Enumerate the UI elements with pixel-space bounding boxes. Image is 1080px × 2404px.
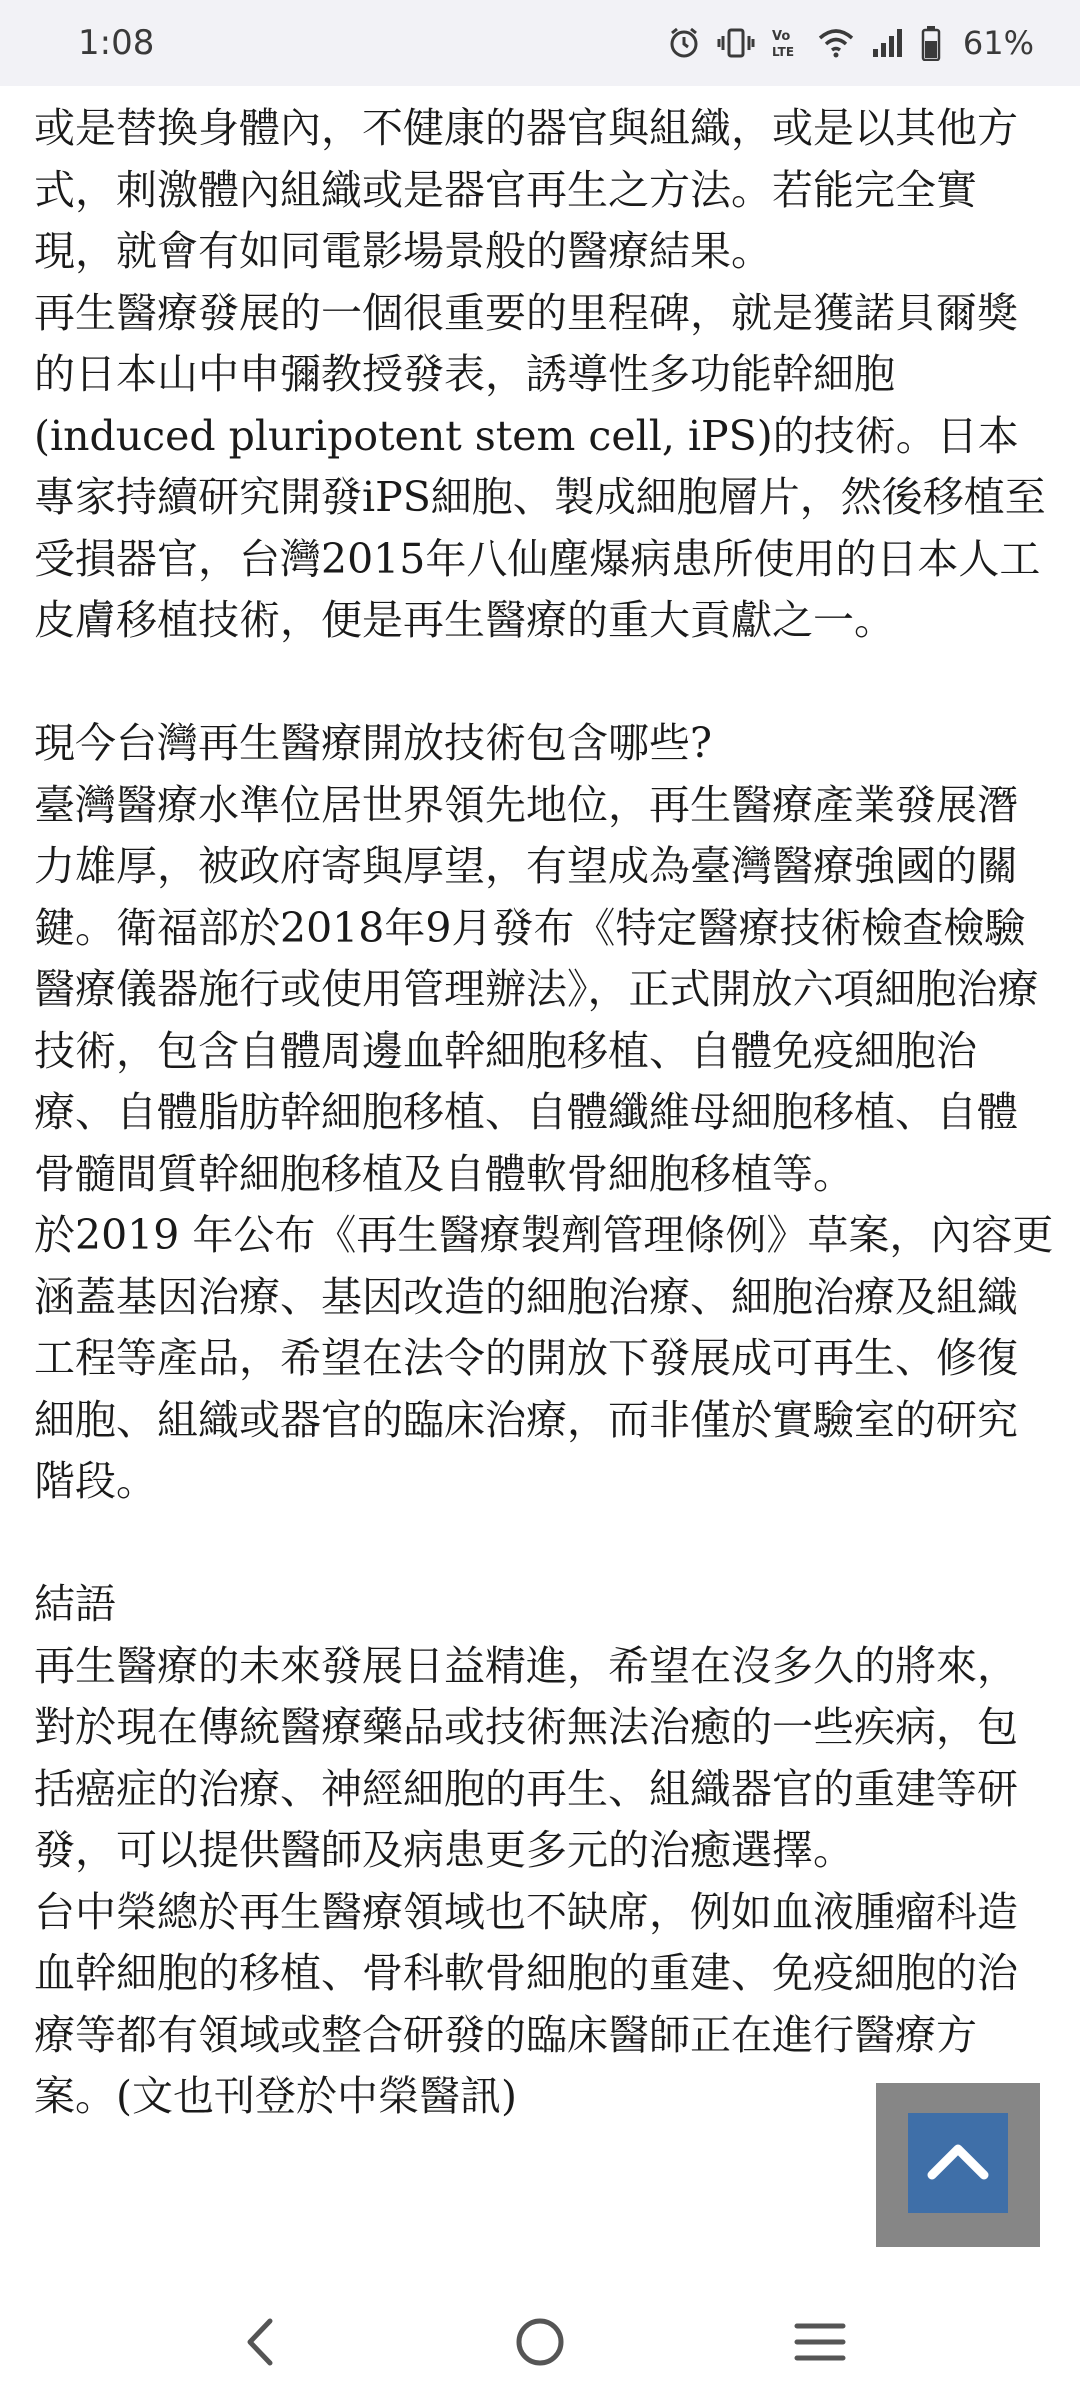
alarm-icon: [667, 26, 701, 60]
navigation-bar: [0, 2284, 1080, 2404]
section-heading: 結語: [34, 1580, 116, 1628]
status-time: 1:08: [78, 23, 155, 63]
status-bar: [0, 0, 1080, 86]
volte-icon: [771, 26, 801, 60]
signal-icon: [871, 27, 905, 59]
article-paragraph: 於2019 年公布《再生醫療製劑管理條例》草案，內容更涵蓋基因治療、基因改造的細胞治療、細胞治療及組織工程等產品，希望在法令的開放下發展成可再生、修復細胞、組織或器官的臨床治療，而非僅於實驗室的研究階段。: [34, 1211, 1054, 1505]
recents-icon: [794, 2320, 846, 2368]
back-button[interactable]: [220, 2304, 300, 2384]
article-paragraph: 台中榮總於再生醫療領域也不缺席，例如血液腫瘤科造血幹細胞的移植、骨科軟骨細胞的重建、免疫細胞的治療等都有領域或整合研發的臨床醫師正在進行醫療方案。(文也刊登於中榮醫訊): [34, 1887, 1018, 2120]
vibrate-icon: [717, 26, 755, 60]
svg-text:LTE: LTE: [771, 45, 794, 59]
status-icons: [667, 24, 1034, 62]
scroll-to-top-button[interactable]: [876, 2083, 1040, 2247]
recents-button[interactable]: [780, 2304, 860, 2384]
section-heading: 現今台灣再生醫療開放技術包含哪些?: [34, 719, 712, 767]
blank-line: [34, 1513, 1054, 1575]
scroll-to-top-inner[interactable]: [908, 2113, 1008, 2213]
wifi-icon: [817, 27, 855, 59]
battery-icon: [921, 25, 941, 61]
chevron-up-icon: [926, 2141, 990, 2185]
blank-line: [34, 652, 1054, 714]
back-icon: [240, 2317, 280, 2371]
home-icon: [514, 2316, 566, 2372]
article-paragraph: 臺灣醫療水準位居世界領先地位，再生醫療產業發展潛力雄厚，被政府寄與厚望，有望成為臺灣醫療強國的關鍵。衛福部於2018年9月發布《特定醫療技術檢查檢驗醫療儀器施行或使用管理辦法》，正式開放六項細胞治療技術，包含自體周邊血幹細胞移植、自體免疫細胞治療、自體脂肪幹細胞移植、自體纖維母細胞移植、自體骨髓間質幹細胞移植及自體軟骨細胞移植等。: [34, 780, 1039, 1198]
home-button[interactable]: [500, 2304, 580, 2384]
article-content: [34, 98, 1054, 2128]
article-paragraph: 再生醫療的未來發展日益精進，希望在沒多久的將來，對於現在傳統醫療藥品或技術無法治癒的一些疾病，包括癌症的治療、神經細胞的再生、組織器官的重建等研發，可以提供醫師及病患更多元的治癒選擇。: [34, 1641, 1018, 1874]
article-paragraph: 再生醫療發展的一個很重要的里程碑，就是獲諾貝爾獎的日本山中申彌教授發表，誘導性多功能幹細胞(induced pluripotent stem cell, iPS)的技術。日本專家持續研究開發iPS細胞、製成細胞層片，然後移植至受損器官，台灣2015年八仙塵爆病患所使用的日本人工皮膚移植技術，便是再生醫療的重大貢獻之一。: [34, 288, 1046, 644]
svg-text:Vo: Vo: [771, 29, 791, 44]
article-paragraph: 或是替換身體內，不健康的器官與組織，或是以其他方式，刺激體內組織或是器官再生之方法。若能完全實現，就會有如同電影場景般的醫療結果。: [34, 104, 1018, 275]
battery-percentage: 61%: [962, 24, 1034, 62]
